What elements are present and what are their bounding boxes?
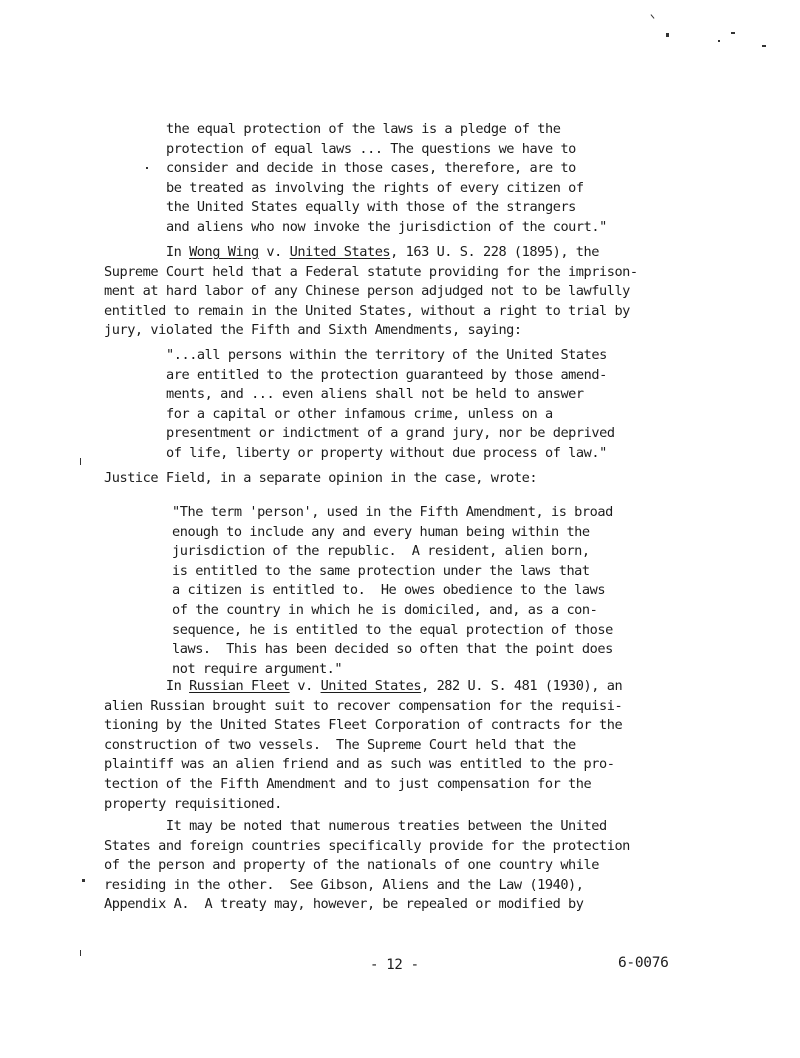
text-line: the United States equally with those of the strangers [166, 199, 576, 216]
text-line: construction of two vessels. The Supreme Court held that the [104, 736, 576, 753]
text-line: be treated as involving the rights of every citizen of [166, 179, 584, 196]
block-quote-equal-protection [166, 120, 607, 238]
text-line: Supreme Court held that a Federal statute providing for the imprison- [104, 263, 638, 280]
text-line: Appendix A. A treaty may, however, be repealed or modified by [104, 896, 584, 913]
text-line: sequence, he is entitled to the equal protection of those [172, 621, 613, 638]
scan-speck [82, 879, 85, 882]
paragraph-russian-fleet [104, 677, 622, 814]
versus-text: v. [289, 678, 321, 694]
text-line: It may be noted that numerous treaties between the United [104, 818, 607, 834]
scan-speck [666, 33, 669, 37]
text-line: protection of equal laws ... The questions we have to [166, 140, 576, 157]
text-line [104, 677, 622, 697]
text-line: Justice Field, in a separate opinion in the case, wrote: [104, 470, 538, 486]
text-line: property requisitioned. [104, 795, 282, 812]
block-quote-justice-field [172, 503, 613, 679]
text-line: States and foreign countries specifically provide for the protection [104, 837, 630, 854]
scan-speck [80, 950, 81, 956]
text-line: and aliens who now invoke the jurisdiction of the court." [166, 218, 607, 235]
block-quote-wong-wing [166, 346, 615, 464]
text-line: enough to include any and every human being within the [172, 523, 590, 540]
case-name-russian-fleet: Russian Fleet [189, 678, 290, 694]
text-line: tection of the Fifth Amendment and to just compensation for the [104, 775, 592, 792]
text-line: jury, violated the Fifth and Sixth Amendments, saying: [104, 322, 522, 339]
scan-speck [146, 167, 148, 169]
citation-text: , 282 U. S. 481 (1930), an [421, 678, 623, 694]
text-line: tioning by the United States Fleet Corporation of contracts for the [104, 717, 623, 734]
text-line: of the country in which he is domiciled, and, as a con- [172, 601, 598, 618]
paragraph-indent: In [104, 678, 190, 694]
text-line: presentment or indictment of a grand jury, nor be deprived [166, 425, 615, 442]
scan-speck [762, 45, 766, 47]
text-line: "The term 'person', used in the Fifth Amendment, is broad [172, 504, 613, 520]
versus-text: v. [258, 244, 290, 260]
text-line: not require argument." [172, 660, 343, 677]
scan-speck [731, 32, 735, 34]
text-line: the equal protection of the laws is a pledge of the [166, 121, 561, 137]
text-line: are entitled to the protection guaranteed by those amend- [166, 366, 607, 383]
case-party-united-states: United States [320, 678, 422, 694]
scan-speck [718, 40, 720, 42]
paragraph-treaties [104, 817, 630, 915]
text-line: "...all persons within the territory of the United States [166, 347, 607, 363]
citation-text: , 163 U. S. 228 (1895), the [390, 244, 599, 260]
text-line: consider and decide in those cases, therefore, are to [166, 160, 576, 177]
text-line: entitled to remain in the United States, without a right to trial by [104, 302, 630, 319]
text-line: In Wong Wing v. United States, 163 U. S. 228 (1895), the [104, 243, 638, 263]
case-party-united-states: United States [289, 244, 391, 260]
page-number: - 12 - [370, 957, 419, 973]
text-line: residing in the other. See Gibson, Aliens and the Law (1940), [104, 876, 584, 893]
text-line: of the person and property of the nationals of one country while [104, 857, 599, 874]
text-line: is entitled to the same protection under the laws that [172, 562, 590, 579]
text-line: plaintiff was an alien friend and as such was entitled to the pro- [104, 756, 615, 773]
document-code: 6-0076 [618, 955, 669, 971]
text-line: a citizen is entitled to. He owes obedience to the laws [172, 582, 606, 599]
text-line: of life, liberty or property without due process of law." [166, 444, 607, 461]
text-line: ments, and ... even aliens shall not be held to answer [166, 386, 584, 403]
scan-speck [651, 14, 655, 18]
text-line: alien Russian brought suit to recover compensation for the requisi- [104, 697, 623, 714]
case-name-wong-wing: Wong Wing [189, 244, 259, 260]
paragraph-justice-field [104, 469, 537, 489]
scan-speck [80, 458, 81, 465]
text-line: for a capital or other infamous crime, unless on a [166, 405, 553, 422]
paragraph-indent [104, 244, 166, 260]
text-line: jurisdiction of the republic. A resident, alien born, [172, 543, 590, 560]
text-line: ment at hard labor of any Chinese person adjudged not to be lawfully [104, 283, 630, 300]
paragraph-wong-wing [104, 243, 638, 341]
text-line: laws. This has been decided so often that the point does [172, 641, 613, 658]
